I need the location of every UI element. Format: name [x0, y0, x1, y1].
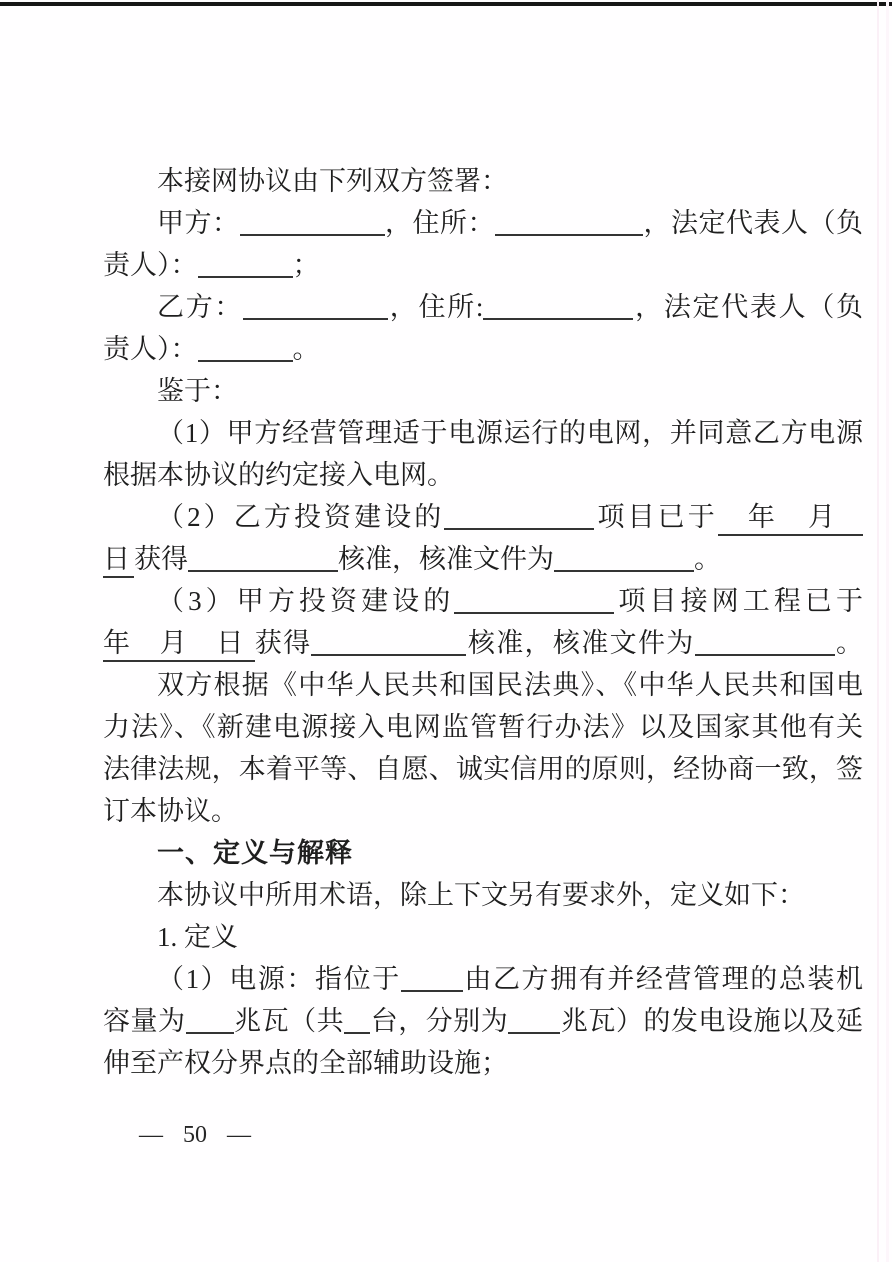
document-line	[103, 286, 863, 328]
text-run: 双方根据《中华人民共和国民法典》、《中华人民共和国电	[157, 670, 863, 700]
document-line	[103, 622, 863, 664]
text-run: 获得	[254, 628, 312, 658]
text-run: 兆瓦）的发电设施以及延	[560, 1006, 864, 1036]
text-run: ，法定代表人（负	[643, 208, 863, 238]
blank-fill-in-field	[444, 504, 594, 530]
blank-fill-in-field	[188, 546, 338, 572]
text-run: 责人）：	[103, 334, 198, 364]
text-run: 核准，核准文件为	[466, 628, 695, 658]
document-line	[103, 916, 863, 958]
underlined-fill-in-text: 年 月 日	[103, 628, 255, 662]
footer-page-number: 50	[183, 1122, 207, 1148]
text-run: 订本协议。	[103, 796, 238, 826]
text-run: 鉴于：	[157, 376, 238, 406]
text-run: 。	[694, 544, 721, 574]
text-run: 容量为	[103, 1006, 186, 1036]
text-run: （2）乙方投资建设的	[157, 502, 445, 532]
text-run: 根据本协议的约定接入电网。	[103, 460, 454, 490]
text-run: ；	[292, 250, 320, 280]
blank-fill-in-field	[508, 1008, 560, 1034]
text-run: 甲方：	[157, 208, 240, 238]
text-block	[103, 160, 863, 1084]
document-line	[103, 1042, 863, 1084]
text-run: 项目接网工程已于	[614, 586, 864, 616]
document-line	[103, 580, 863, 622]
text-run: 法律法规，本着平等、自愿、诚实信用的原则，经协商一致，签	[103, 754, 863, 784]
text-run: （3）甲方投资建设的	[157, 586, 455, 616]
section-heading-line	[103, 832, 863, 874]
underlined-fill-in-text: 日	[103, 544, 134, 578]
blank-fill-in-field	[311, 630, 466, 656]
text-run: 力法》、《新建电源接入电网监管暂行办法》以及国家其他有关	[103, 712, 863, 742]
text-run: 1. 定义	[157, 922, 238, 952]
blank-fill-in-field	[695, 630, 835, 656]
document-line	[103, 370, 863, 412]
page-footer	[139, 1122, 251, 1149]
text-run: 。	[292, 334, 320, 364]
blank-fill-in-field	[198, 252, 293, 278]
scan-right-edge-line-2	[886, 0, 889, 1262]
text-run: 核准，核准文件为	[338, 544, 554, 574]
scan-right-edge-line	[877, 0, 879, 1262]
blank-fill-in-field	[186, 1008, 234, 1034]
blank-fill-in-field	[554, 546, 694, 572]
document-line	[103, 454, 863, 496]
text-run: ，住所：	[384, 208, 495, 238]
text-run: 台，分别为	[370, 1006, 509, 1036]
blank-fill-in-field	[401, 966, 463, 992]
blank-fill-in-field	[483, 294, 633, 320]
blank-fill-in-field	[240, 210, 385, 236]
text-run: 责人）：	[103, 250, 198, 280]
text-run: （1）电源：指位于	[157, 964, 401, 994]
document-line	[103, 958, 863, 1000]
document-line	[103, 496, 863, 538]
text-run: ，法定代表人（负	[633, 292, 864, 322]
blank-fill-in-field	[454, 588, 614, 614]
text-run: ，住所:	[388, 292, 484, 322]
text-run: （1）甲方经营管理适于电源运行的电网，并同意乙方电源	[157, 418, 863, 448]
footer-dash-left: —	[139, 1122, 163, 1148]
text-run: 本接网协议由下列双方签署：	[157, 166, 508, 196]
text-run: 获得	[134, 544, 188, 574]
document-line	[103, 328, 863, 370]
blank-fill-in-field	[344, 1008, 370, 1034]
document-line	[103, 706, 863, 748]
document-line	[103, 538, 863, 580]
document-line	[103, 664, 863, 706]
blank-fill-in-field	[495, 210, 643, 236]
document-line	[103, 244, 863, 286]
document-line	[103, 874, 863, 916]
text-run: 乙方：	[157, 292, 244, 322]
blank-fill-in-field	[243, 294, 388, 320]
text-run: 本协议中所用术语，除上下文另有要求外，定义如下：	[157, 880, 805, 910]
text-run: 。	[834, 628, 864, 658]
text-run: 兆瓦（共	[233, 1006, 345, 1036]
document-line	[103, 202, 863, 244]
document-line	[103, 748, 863, 790]
text-run: 一、定义与解释	[157, 838, 353, 868]
text-run: 由乙方拥有并经营管理的总装机	[462, 964, 864, 994]
document-line	[103, 160, 863, 202]
document-line	[103, 1000, 863, 1042]
underlined-fill-in-text: 年 月	[718, 502, 863, 536]
footer-dash-right: —	[227, 1122, 251, 1148]
document-line	[103, 412, 863, 454]
document-line	[103, 790, 863, 832]
text-run: 项目已于	[594, 502, 718, 532]
text-run: 伸至产权分界点的全部辅助设施；	[103, 1048, 508, 1078]
blank-fill-in-field	[198, 336, 293, 362]
scan-top-edge-line	[0, 2, 892, 6]
